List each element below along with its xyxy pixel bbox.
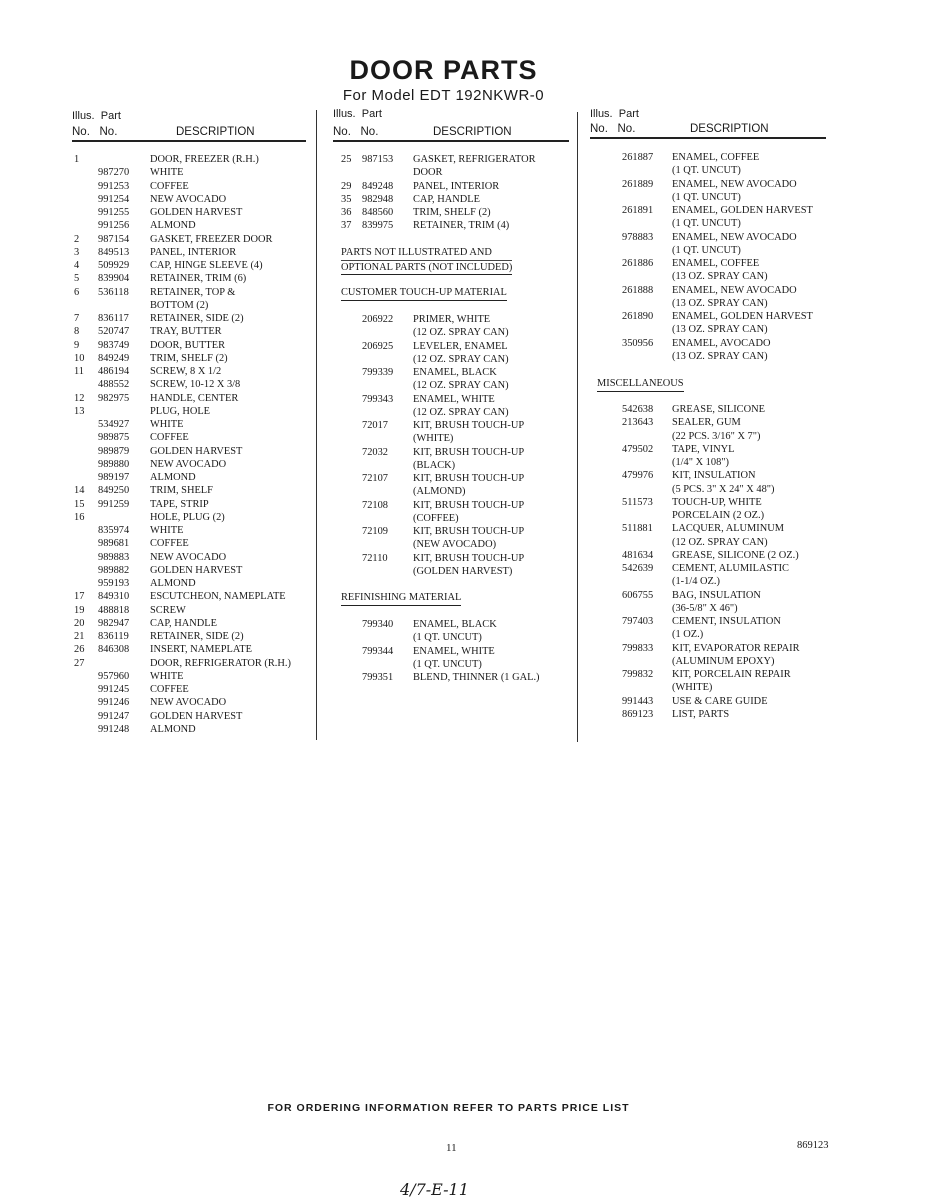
part-description: NEW AVOCADO bbox=[150, 697, 227, 709]
part-description: NEW AVOCADO bbox=[150, 458, 227, 470]
part-description: RETAINER, TRIM (4) bbox=[413, 220, 510, 232]
part-number: 509929 bbox=[98, 260, 130, 271]
part-description: WHITE bbox=[150, 525, 184, 536]
header-description: DESCRIPTION bbox=[176, 126, 255, 138]
part-description: TRIM, SHELF (2) bbox=[413, 207, 491, 218]
not-illustrated-note bbox=[341, 246, 512, 275]
part-number: 799344 bbox=[362, 645, 394, 657]
note-line-1: PARTS NOT ILLUSTRATED AND bbox=[341, 246, 512, 261]
part-number: 849310 bbox=[98, 591, 130, 603]
part-description: TRAY, BUTTER bbox=[150, 326, 222, 338]
illus-number: 36 bbox=[341, 207, 352, 218]
column-divider bbox=[577, 112, 578, 742]
part-number: 991245 bbox=[98, 684, 130, 695]
part-description: KIT, INSULATION bbox=[672, 470, 756, 482]
part-description: (NEW AVOCADO) bbox=[413, 539, 497, 551]
part-description: DOOR bbox=[413, 167, 443, 179]
part-description: ENAMEL, WHITE bbox=[413, 393, 495, 405]
part-number: 846308 bbox=[98, 644, 130, 656]
part-description: COFFEE bbox=[150, 538, 189, 550]
part-number: 957960 bbox=[98, 670, 130, 682]
part-description: ALMOND bbox=[150, 578, 196, 589]
illus-number: 2 bbox=[74, 233, 80, 245]
part-description: LEVELER, ENAMEL bbox=[413, 340, 508, 352]
part-number: 982947 bbox=[98, 617, 130, 629]
part-number: 799340 bbox=[362, 619, 394, 630]
part-number: 989883 bbox=[98, 551, 130, 563]
illus-number: 26 bbox=[74, 644, 85, 656]
illus-number: 4 bbox=[74, 260, 80, 271]
part-number: 488552 bbox=[98, 379, 130, 391]
part-number: 987153 bbox=[362, 154, 394, 165]
part-number: 991255 bbox=[98, 207, 130, 218]
illus-number: 21 bbox=[74, 631, 85, 642]
part-description: HANDLE, CENTER bbox=[150, 392, 239, 404]
column-divider bbox=[316, 110, 317, 740]
part-number: 72107 bbox=[362, 473, 388, 484]
part-description: (12 OZ. SPRAY CAN) bbox=[413, 380, 509, 392]
part-description: GASKET, FREEZER DOOR bbox=[150, 233, 273, 245]
part-number: 991247 bbox=[98, 710, 130, 722]
part-description: (12 OZ. SPRAY CAN) bbox=[672, 536, 768, 548]
part-number: 849248 bbox=[362, 180, 394, 192]
part-description: GOLDEN HARVEST bbox=[150, 445, 243, 457]
part-number: 511881 bbox=[622, 523, 653, 535]
part-description: KIT, BRUSH TOUCH-UP bbox=[413, 552, 525, 564]
part-description: COFFEE bbox=[150, 432, 189, 444]
part-number: 839904 bbox=[98, 273, 130, 285]
part-description: ESCUTCHEON, NAMEPLATE bbox=[150, 591, 286, 603]
part-description: ENAMEL, COFFEE bbox=[672, 258, 760, 269]
part-description: (1 QT. UNCUT) bbox=[672, 244, 741, 256]
header-no: No. No. bbox=[590, 123, 636, 135]
illus-number: 5 bbox=[74, 273, 80, 285]
part-number: 959193 bbox=[98, 578, 130, 589]
part-number: 206925 bbox=[362, 340, 394, 352]
part-description: KIT, BRUSH TOUCH-UP bbox=[413, 446, 525, 458]
part-description: (12 OZ. SPRAY CAN) bbox=[413, 327, 509, 339]
part-description: CEMENT, ALUMILASTIC bbox=[672, 563, 789, 574]
part-description: (1/4" X 108") bbox=[672, 457, 729, 468]
illus-number: 14 bbox=[74, 485, 85, 497]
part-description: (ALUMINUM EPOXY) bbox=[672, 655, 775, 667]
part-description: PANEL, INTERIOR bbox=[150, 246, 237, 258]
part-number: 989197 bbox=[98, 472, 130, 483]
document-number: 869123 bbox=[797, 1140, 829, 1151]
part-description: (13 OZ. SPRAY CAN) bbox=[672, 324, 768, 336]
illus-number: 29 bbox=[341, 180, 352, 192]
part-description: (13 OZ. SPRAY CAN) bbox=[672, 297, 768, 309]
illus-number: 6 bbox=[74, 286, 80, 298]
part-number: 991246 bbox=[98, 697, 130, 709]
part-description: NEW AVOCADO bbox=[150, 193, 227, 205]
part-number: 991256 bbox=[98, 220, 130, 232]
part-description: (22 PCS. 3/16" X 7") bbox=[672, 430, 761, 442]
part-description: KIT, BRUSH TOUCH-UP bbox=[413, 473, 525, 484]
header-description: DESCRIPTION bbox=[433, 126, 512, 138]
part-description: TOUCH-UP, WHITE bbox=[672, 496, 762, 508]
part-description: GOLDEN HARVEST bbox=[150, 207, 243, 218]
part-description: (1 QT. UNCUT) bbox=[672, 191, 741, 203]
part-description: TAPE, VINYL bbox=[672, 443, 735, 455]
header-rule bbox=[72, 140, 306, 142]
part-description: (ALMOND) bbox=[413, 486, 466, 498]
part-description: BLEND, THINNER (1 GAL.) bbox=[413, 672, 540, 683]
part-number: 848560 bbox=[362, 207, 394, 218]
part-description: TRIM, SHELF bbox=[150, 485, 213, 497]
part-description: WHITE bbox=[150, 167, 184, 179]
part-number: 72110 bbox=[362, 552, 388, 564]
illus-number: 13 bbox=[74, 405, 85, 417]
part-description: KIT, BRUSH TOUCH-UP bbox=[413, 499, 525, 511]
header-rule bbox=[590, 137, 826, 139]
part-number: 989681 bbox=[98, 538, 130, 550]
illus-number: 25 bbox=[341, 154, 352, 165]
part-number: 991259 bbox=[98, 498, 130, 510]
illus-number: 12 bbox=[74, 392, 85, 404]
part-description: KIT, PORCELAIN REPAIR bbox=[672, 669, 791, 680]
illus-number: 20 bbox=[74, 617, 85, 629]
part-description: SCREW bbox=[150, 604, 186, 616]
illus-number: 11 bbox=[74, 366, 85, 377]
handwritten-note: 4/7-E-11 bbox=[400, 1180, 469, 1199]
part-description: PANEL, INTERIOR bbox=[413, 180, 500, 192]
part-number: 206922 bbox=[362, 314, 394, 325]
part-number: 869123 bbox=[622, 708, 654, 720]
part-description: CAP, HINGE SLEEVE (4) bbox=[150, 260, 263, 271]
part-number: 261887 bbox=[622, 152, 654, 163]
header-rule bbox=[333, 140, 569, 142]
part-number: 991254 bbox=[98, 193, 130, 205]
part-number: 839975 bbox=[362, 220, 394, 232]
part-number: 72109 bbox=[362, 526, 388, 537]
part-description: CAP, HANDLE bbox=[413, 193, 480, 205]
part-description: ENAMEL, BLACK bbox=[413, 367, 497, 378]
part-description: TRIM, SHELF (2) bbox=[150, 352, 228, 364]
part-number: 350956 bbox=[622, 337, 654, 349]
part-description: HOLE, PLUG (2) bbox=[150, 511, 225, 523]
header-no: No. No. bbox=[72, 126, 118, 138]
part-description: GREASE, SILICONE bbox=[672, 404, 765, 415]
part-number: 213643 bbox=[622, 417, 654, 429]
part-description: (13 OZ. SPRAY CAN) bbox=[672, 350, 768, 362]
part-description: (12 OZ. SPRAY CAN) bbox=[413, 406, 509, 418]
part-number: 987154 bbox=[98, 233, 130, 245]
part-description: WHITE bbox=[150, 419, 184, 430]
part-number: 989882 bbox=[98, 564, 130, 576]
part-description: (1 QT. UNCUT) bbox=[413, 632, 482, 644]
header-illus-part: Illus. Part bbox=[333, 108, 382, 120]
part-number: 991443 bbox=[622, 695, 654, 707]
part-description: GASKET, REFRIGERATOR bbox=[413, 154, 536, 165]
part-description: DOOR, FREEZER (R.H.) bbox=[150, 154, 259, 165]
illus-number: 8 bbox=[74, 326, 80, 338]
illus-number: 15 bbox=[74, 498, 85, 510]
part-description: (12 OZ. SPRAY CAN) bbox=[413, 353, 509, 365]
note-line-2: OPTIONAL PARTS (NOT INCLUDED) bbox=[341, 261, 512, 276]
header-no: No. No. bbox=[333, 126, 379, 138]
part-number: 799351 bbox=[362, 672, 394, 683]
part-number: 799339 bbox=[362, 367, 394, 378]
part-description: CEMENT, INSULATION bbox=[672, 616, 781, 627]
part-description: DOOR, BUTTER bbox=[150, 339, 226, 351]
header-description: DESCRIPTION bbox=[690, 123, 769, 135]
part-description: (COFFEE) bbox=[413, 512, 459, 524]
part-number: 991253 bbox=[98, 180, 130, 192]
part-description: RETAINER, TOP & bbox=[150, 286, 236, 298]
part-number: 991248 bbox=[98, 723, 130, 735]
part-description: NEW AVOCADO bbox=[150, 551, 227, 563]
part-description: ALMOND bbox=[150, 472, 196, 483]
part-number: 72017 bbox=[362, 420, 388, 431]
illus-number: 10 bbox=[74, 352, 85, 364]
part-description: (WHITE) bbox=[672, 682, 713, 694]
part-description: ENAMEL, WHITE bbox=[413, 645, 495, 657]
part-number: 261889 bbox=[622, 178, 654, 190]
part-number: 536118 bbox=[98, 286, 129, 298]
part-description: RETAINER, SIDE (2) bbox=[150, 313, 244, 324]
part-number: 72032 bbox=[362, 446, 388, 458]
part-number: 488818 bbox=[98, 604, 130, 616]
header-illus-part: Illus. Part bbox=[72, 110, 121, 122]
part-description: (13 OZ. SPRAY CAN) bbox=[672, 271, 768, 283]
part-description: SEALER, GUM bbox=[672, 417, 741, 429]
part-number: 987270 bbox=[98, 167, 130, 179]
part-number: 481634 bbox=[622, 549, 654, 561]
part-description: COFFEE bbox=[150, 180, 189, 192]
part-number: 836119 bbox=[98, 631, 129, 642]
part-description: ENAMEL, NEW AVOCADO bbox=[672, 284, 797, 296]
part-description: LIST, PARTS bbox=[672, 708, 730, 720]
part-number: 261890 bbox=[622, 311, 654, 322]
part-description: RETAINER, SIDE (2) bbox=[150, 631, 244, 642]
part-description: (1 QT. UNCUT) bbox=[672, 218, 741, 230]
part-description: (1 QT. UNCUT) bbox=[672, 165, 741, 177]
part-description: ENAMEL, GOLDEN HARVEST bbox=[672, 311, 813, 322]
part-number: 542638 bbox=[622, 404, 654, 415]
part-description: KIT, BRUSH TOUCH-UP bbox=[413, 420, 525, 431]
part-description: BOTTOM (2) bbox=[150, 299, 209, 311]
part-description: BAG, INSULATION bbox=[672, 589, 761, 601]
part-number: 261888 bbox=[622, 284, 654, 296]
part-description: SCREW, 8 X 1/2 bbox=[150, 366, 222, 377]
part-number: 835974 bbox=[98, 525, 130, 536]
part-number: 849250 bbox=[98, 485, 130, 497]
part-number: 511573 bbox=[622, 496, 653, 508]
part-number: 989880 bbox=[98, 458, 130, 470]
part-description: (36-5/8" X 46") bbox=[672, 602, 738, 614]
part-description: PORCELAIN (2 OZ.) bbox=[672, 510, 765, 521]
illus-number: 17 bbox=[74, 591, 85, 603]
part-number: 799343 bbox=[362, 393, 394, 405]
part-number: 72108 bbox=[362, 499, 388, 511]
part-description: ENAMEL, NEW AVOCADO bbox=[672, 178, 797, 190]
model-subtitle: For Model EDT 192NKWR-0 bbox=[342, 87, 545, 104]
illus-number: 3 bbox=[74, 246, 80, 258]
part-description: ENAMEL, COFFEE bbox=[672, 152, 760, 163]
illus-number: 27 bbox=[74, 657, 85, 669]
illus-number: 37 bbox=[341, 220, 352, 232]
part-description: ALMOND bbox=[150, 220, 196, 232]
part-description: COFFEE bbox=[150, 684, 189, 695]
part-number: 836117 bbox=[98, 313, 129, 324]
part-description: CAP, HANDLE bbox=[150, 617, 217, 629]
part-number: 982948 bbox=[362, 193, 394, 205]
part-description: (1 QT. UNCUT) bbox=[413, 658, 482, 670]
part-number: 486194 bbox=[98, 366, 130, 377]
part-number: 983749 bbox=[98, 339, 130, 351]
illus-number: 1 bbox=[74, 154, 80, 165]
part-number: 606755 bbox=[622, 589, 654, 601]
part-description: (WHITE) bbox=[413, 433, 454, 445]
part-description: INSERT, NAMEPLATE bbox=[150, 644, 252, 656]
part-number: 849249 bbox=[98, 352, 130, 364]
part-description: RETAINER, TRIM (6) bbox=[150, 273, 247, 285]
part-number: 520747 bbox=[98, 326, 130, 338]
part-description: TAPE, STRIP bbox=[150, 498, 209, 510]
part-description: ENAMEL, NEW AVOCADO bbox=[672, 231, 797, 243]
part-number: 849513 bbox=[98, 246, 130, 258]
part-description: KIT, BRUSH TOUCH-UP bbox=[413, 526, 525, 537]
miscellaneous-heading: MISCELLANEOUS bbox=[597, 377, 684, 392]
part-description: SCREW, 10-12 X 3/8 bbox=[150, 379, 241, 391]
part-number: 534927 bbox=[98, 419, 130, 430]
touchup-heading: CUSTOMER TOUCH-UP MATERIAL bbox=[341, 286, 507, 301]
part-description: GOLDEN HARVEST bbox=[150, 564, 243, 576]
part-number: 797403 bbox=[622, 616, 654, 627]
part-description: GREASE, SILICONE (2 OZ.) bbox=[672, 549, 799, 561]
illus-number: 16 bbox=[74, 511, 85, 523]
part-description: GOLDEN HARVEST bbox=[150, 710, 243, 722]
part-number: 479502 bbox=[622, 443, 654, 455]
part-number: 989879 bbox=[98, 445, 130, 457]
part-number: 261886 bbox=[622, 258, 654, 269]
refinishing-heading: REFINISHING MATERIAL bbox=[341, 591, 461, 606]
part-description: ENAMEL, AVOCADO bbox=[672, 337, 771, 349]
header-illus-part: Illus. Part bbox=[590, 108, 639, 120]
part-number: 479976 bbox=[622, 470, 654, 482]
illus-number: 35 bbox=[341, 193, 352, 205]
part-description: (1-1/4 OZ.) bbox=[672, 576, 720, 588]
page-number: 11 bbox=[446, 1142, 457, 1154]
part-number: 261891 bbox=[622, 205, 654, 216]
part-description: PRIMER, WHITE bbox=[413, 314, 491, 325]
illus-number: 7 bbox=[74, 313, 80, 324]
part-description: ENAMEL, GOLDEN HARVEST bbox=[672, 205, 813, 216]
part-description: (5 PCS. 3" X 24" X 48") bbox=[672, 483, 775, 495]
part-description: (1 OZ.) bbox=[672, 629, 704, 641]
part-description: LACQUER, ALUMINUM bbox=[672, 523, 784, 535]
ordering-note: FOR ORDERING INFORMATION REFER TO PARTS PRICE LIST bbox=[267, 1102, 630, 1114]
part-number: 982975 bbox=[98, 392, 130, 404]
part-description: USE & CARE GUIDE bbox=[672, 695, 768, 707]
illus-number: 9 bbox=[74, 339, 80, 351]
part-description: DOOR, REFRIGERATOR (R.H.) bbox=[150, 657, 291, 669]
part-description: KIT, EVAPORATOR REPAIR bbox=[672, 642, 800, 654]
page-title: DOOR PARTS bbox=[349, 55, 538, 85]
part-description: ALMOND bbox=[150, 723, 196, 735]
part-number: 989875 bbox=[98, 432, 130, 444]
part-description: (GOLDEN HARVEST) bbox=[413, 565, 513, 577]
part-number: 978883 bbox=[622, 231, 654, 243]
part-description: ENAMEL, BLACK bbox=[413, 619, 497, 630]
part-number: 542639 bbox=[622, 563, 654, 574]
part-number: 799832 bbox=[622, 669, 654, 680]
illus-number: 19 bbox=[74, 604, 85, 616]
part-description: PLUG, HOLE bbox=[150, 405, 211, 417]
part-description: WHITE bbox=[150, 670, 184, 682]
part-number: 799833 bbox=[622, 642, 654, 654]
part-description: (BLACK) bbox=[413, 459, 456, 471]
